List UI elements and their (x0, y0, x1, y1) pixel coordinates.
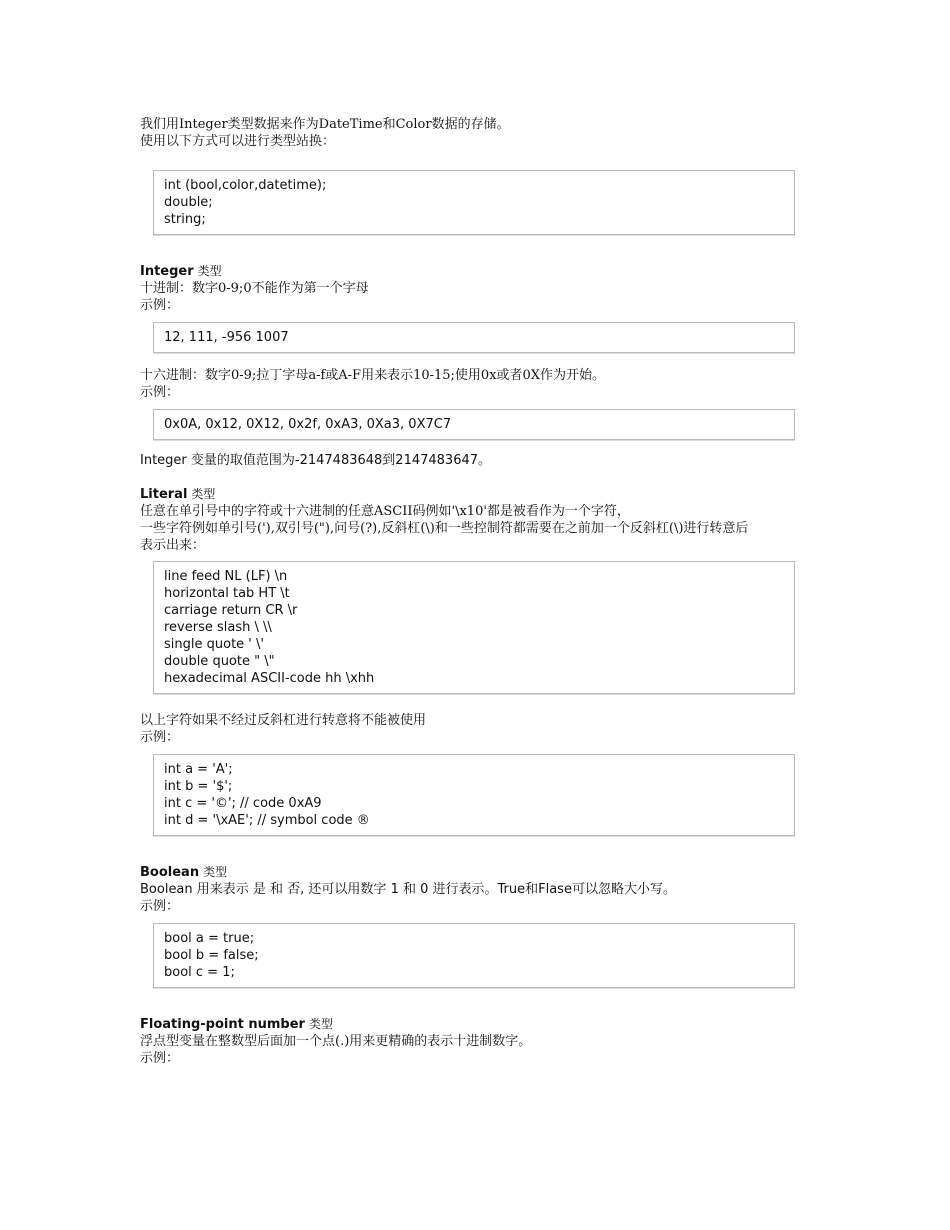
integer-heading-title: Integer (140, 264, 194, 279)
intro-line-1: 我们用Integer类型数据来作为DateTime和Color数据的存储。 (140, 117, 510, 132)
code-line: bool b = false; (164, 948, 259, 963)
code-line: int d = '\xAE'; // symbol code ® (164, 813, 370, 828)
boolean-desc: Boolean 用来表示 是 和 否, 还可以用数字 1 和 0 进行表示。True和Flase可以忽略大小写。 (140, 882, 676, 897)
floating-example-label: 示例： (140, 1051, 180, 1066)
code-line: 0x0A, 0x12, 0X12, 0x2f, 0xA3, 0Xa3, 0X7C7 (164, 417, 452, 432)
code-line: double quote " \" (164, 654, 275, 669)
code-line: line feed NL (LF) \n (164, 569, 288, 584)
literal-note: 以上字符如果不经过反斜杠进行转意将不能被使用 (140, 713, 427, 728)
literal-desc-1: 任意在单引号中的字符或十六进制的任意ASCII码例如'\x10'都是被看作为一个字符， (140, 504, 630, 519)
boolean-heading-suffix: 类型 (203, 865, 228, 879)
code-line: int a = 'A'; (164, 762, 233, 777)
code-line: string; (164, 212, 206, 227)
integer-decimal-code-block (153, 322, 795, 353)
code-line: int b = '$'; (164, 779, 233, 794)
code-line: 12, 111, -956 1007 (164, 330, 289, 345)
integer-decimal-desc: 十进制：数字0-9;0不能作为第一个字母 (140, 281, 369, 296)
floating-heading-title: Floating-point number (140, 1017, 305, 1032)
literal-heading (140, 486, 820, 503)
literal-heading-title: Literal (140, 487, 188, 502)
integer-example-label: 示例： (140, 298, 180, 313)
literal-desc-3: 表示出来： (140, 538, 206, 553)
literal-escape-code-block (153, 561, 795, 694)
boolean-heading-title: Boolean (140, 865, 200, 880)
code-line: hexadecimal ASCII-code hh \xhh (164, 671, 375, 686)
literal-heading-suffix: 类型 (191, 487, 216, 501)
code-line: carriage return CR \r (164, 603, 298, 618)
boolean-heading (140, 864, 820, 881)
document-body (140, 116, 820, 1067)
code-line: int c = '©'; // code 0xA9 (164, 796, 322, 811)
floating-heading-suffix: 类型 (308, 1017, 333, 1031)
literal-example-code-block (153, 754, 795, 836)
code-line: single quote ' \' (164, 637, 264, 652)
integer-hex-code-block (153, 409, 795, 440)
integer-heading (140, 263, 820, 280)
code-line: reverse slash \ \\ (164, 620, 272, 635)
integer-heading-suffix: 类型 (197, 264, 222, 278)
code-line: double; (164, 195, 213, 210)
conversion-code-block (153, 170, 795, 235)
floating-heading (140, 1016, 820, 1033)
code-line: bool a = true; (164, 931, 255, 946)
floating-desc: 浮点型变量在整数型后面加一个点(.)用来更精确的表示十进制数字。 (140, 1034, 532, 1049)
integer-range-text: Integer 变量的取值范围为-2147483648到2147483647。 (140, 453, 492, 468)
integer-hex-desc: 十六进制：数字0-9;拉丁字母a-f或A-F用来表示10-15;使用0x或者0X作为开始。 (140, 368, 606, 383)
boolean-code-block (153, 923, 795, 988)
literal-example-label: 示例： (140, 730, 180, 745)
intro-line-2: 使用以下方式可以进行类型站换： (140, 134, 336, 149)
boolean-example-label: 示例： (140, 899, 180, 914)
code-line: horizontal tab HT \t (164, 586, 290, 601)
code-line: bool c = 1; (164, 965, 235, 980)
code-line: int (bool,color,datetime); (164, 178, 327, 193)
integer-hex-example-label: 示例： (140, 385, 180, 400)
literal-desc-2: 一些字符例如单引号('),双引号("),问号(?),反斜杠(\)和一些控制符都需要在之前加一个反斜杠(\)进行转意后 (140, 521, 749, 536)
